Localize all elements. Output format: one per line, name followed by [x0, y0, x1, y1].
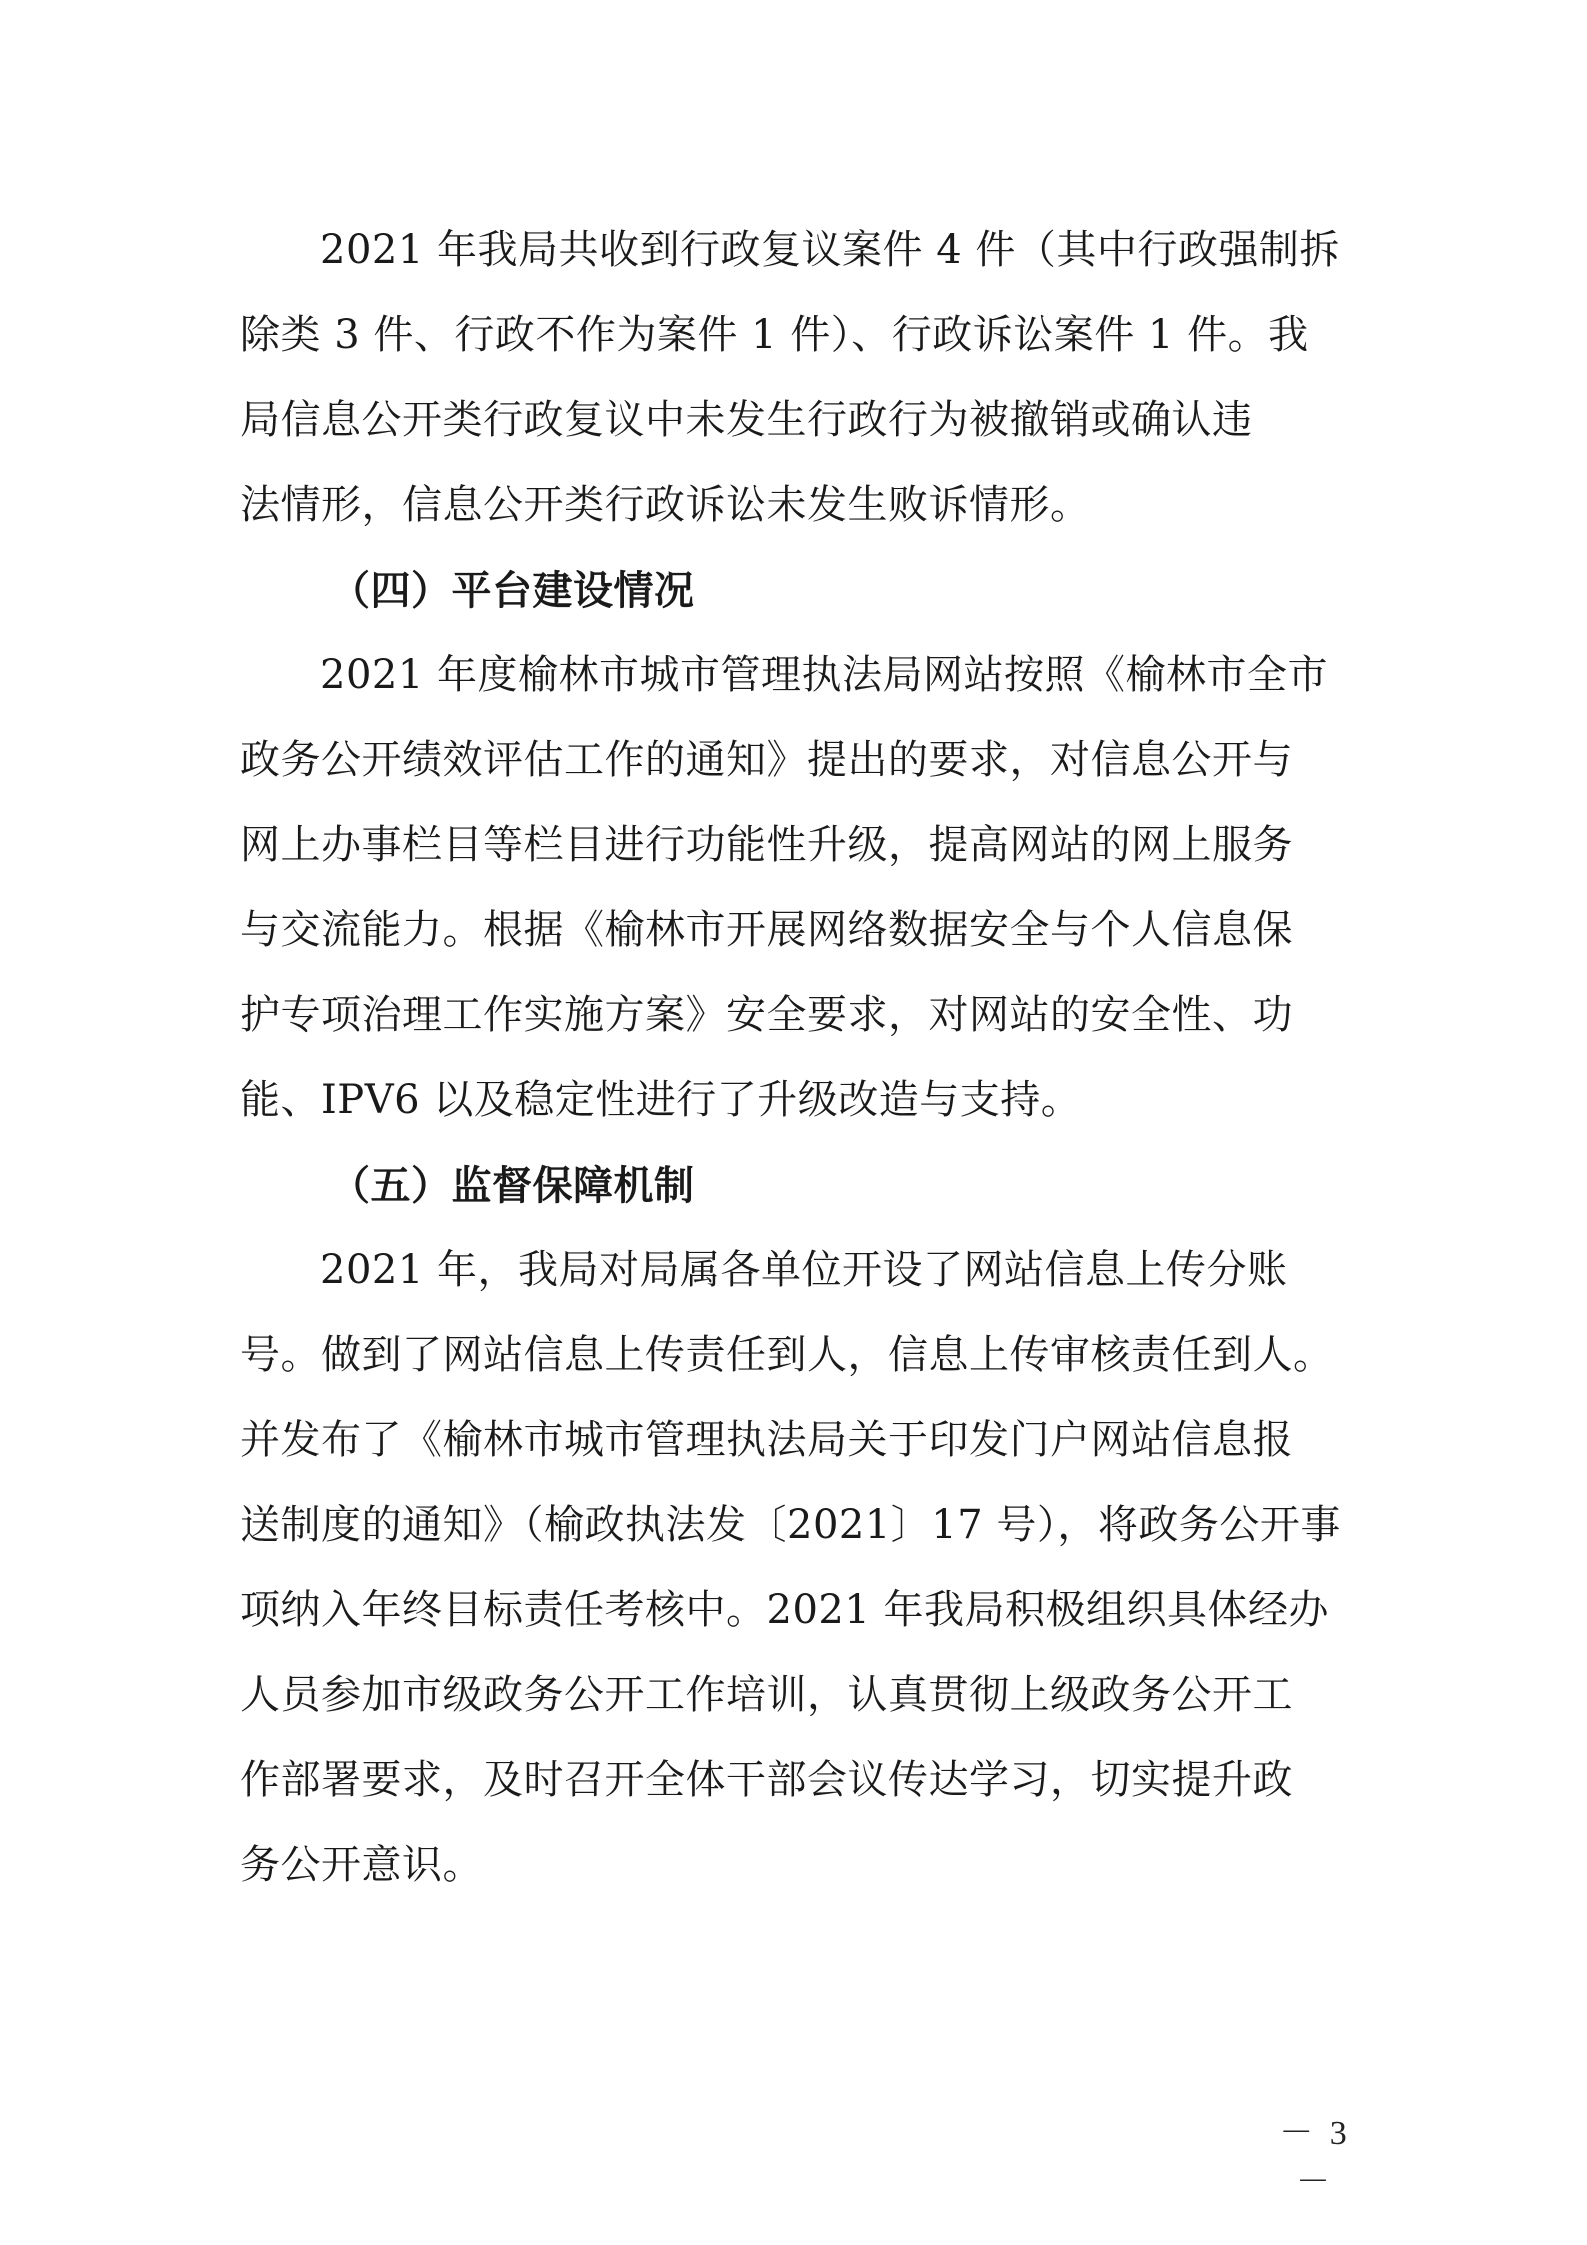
paragraph-line: 并发布了《榆林市城市管理执法局关于印发门户网站信息报: [240, 1417, 1293, 1463]
paragraph-line: 2021 年，我局对局属各单位开设了网站信息上传分账: [320, 1247, 1288, 1293]
paragraph-line: 务公开意识。: [240, 1842, 483, 1888]
paragraph-line: 人员参加市级政务公开工作培训，认真贯彻上级政务公开工: [240, 1672, 1293, 1718]
section-heading-platform: （四）平台建设情况: [330, 567, 695, 614]
page-number: － 3 －: [1279, 2115, 1351, 2201]
paragraph-line: 护专项治理工作实施方案》安全要求，对网站的安全性、功: [240, 992, 1293, 1038]
paragraph-line: 法情形，信息公开类行政诉讼未发生败诉情形。: [240, 482, 1091, 528]
paragraph-line: 2021 年我局共收到行政复议案件 4 件（其中行政强制拆: [320, 227, 1340, 273]
paragraph-line: 作部署要求，及时召开全体干部会议传达学习，切实提升政: [240, 1757, 1293, 1803]
paragraph-line: 能、IPV6 以及稳定性进行了升级改造与支持。: [240, 1077, 1082, 1123]
paragraph-line: 号。做到了网站信息上传责任到人，信息上传审核责任到人。: [240, 1332, 1334, 1378]
paragraph-line: 项纳入年终目标责任考核中。2021 年我局积极组织具体经办: [240, 1587, 1330, 1633]
paragraph-line: 政务公开绩效评估工作的通知》提出的要求，对信息公开与: [240, 737, 1293, 783]
document-body: [240, 208, 1350, 1908]
section-heading-supervision: （五）监督保障机制: [330, 1162, 695, 1209]
paragraph-line: 2021 年度榆林市城市管理执法局网站按照《榆林市全市: [320, 652, 1329, 698]
paragraph-line: 与交流能力。根据《榆林市开展网络数据安全与个人信息保: [240, 907, 1293, 953]
paragraph-line: 局信息公开类行政复议中未发生行政行为被撤销或确认违: [240, 397, 1253, 443]
paragraph-line: 送制度的通知》（榆政执法发〔2021〕17 号），将政务公开事: [240, 1502, 1341, 1548]
paragraph-line: 网上办事栏目等栏目进行功能性升级，提高网站的网上服务: [240, 822, 1293, 868]
paragraph-line: 除类 3 件、行政不作为案件 1 件）、行政诉讼案件 1 件。我: [240, 312, 1309, 358]
